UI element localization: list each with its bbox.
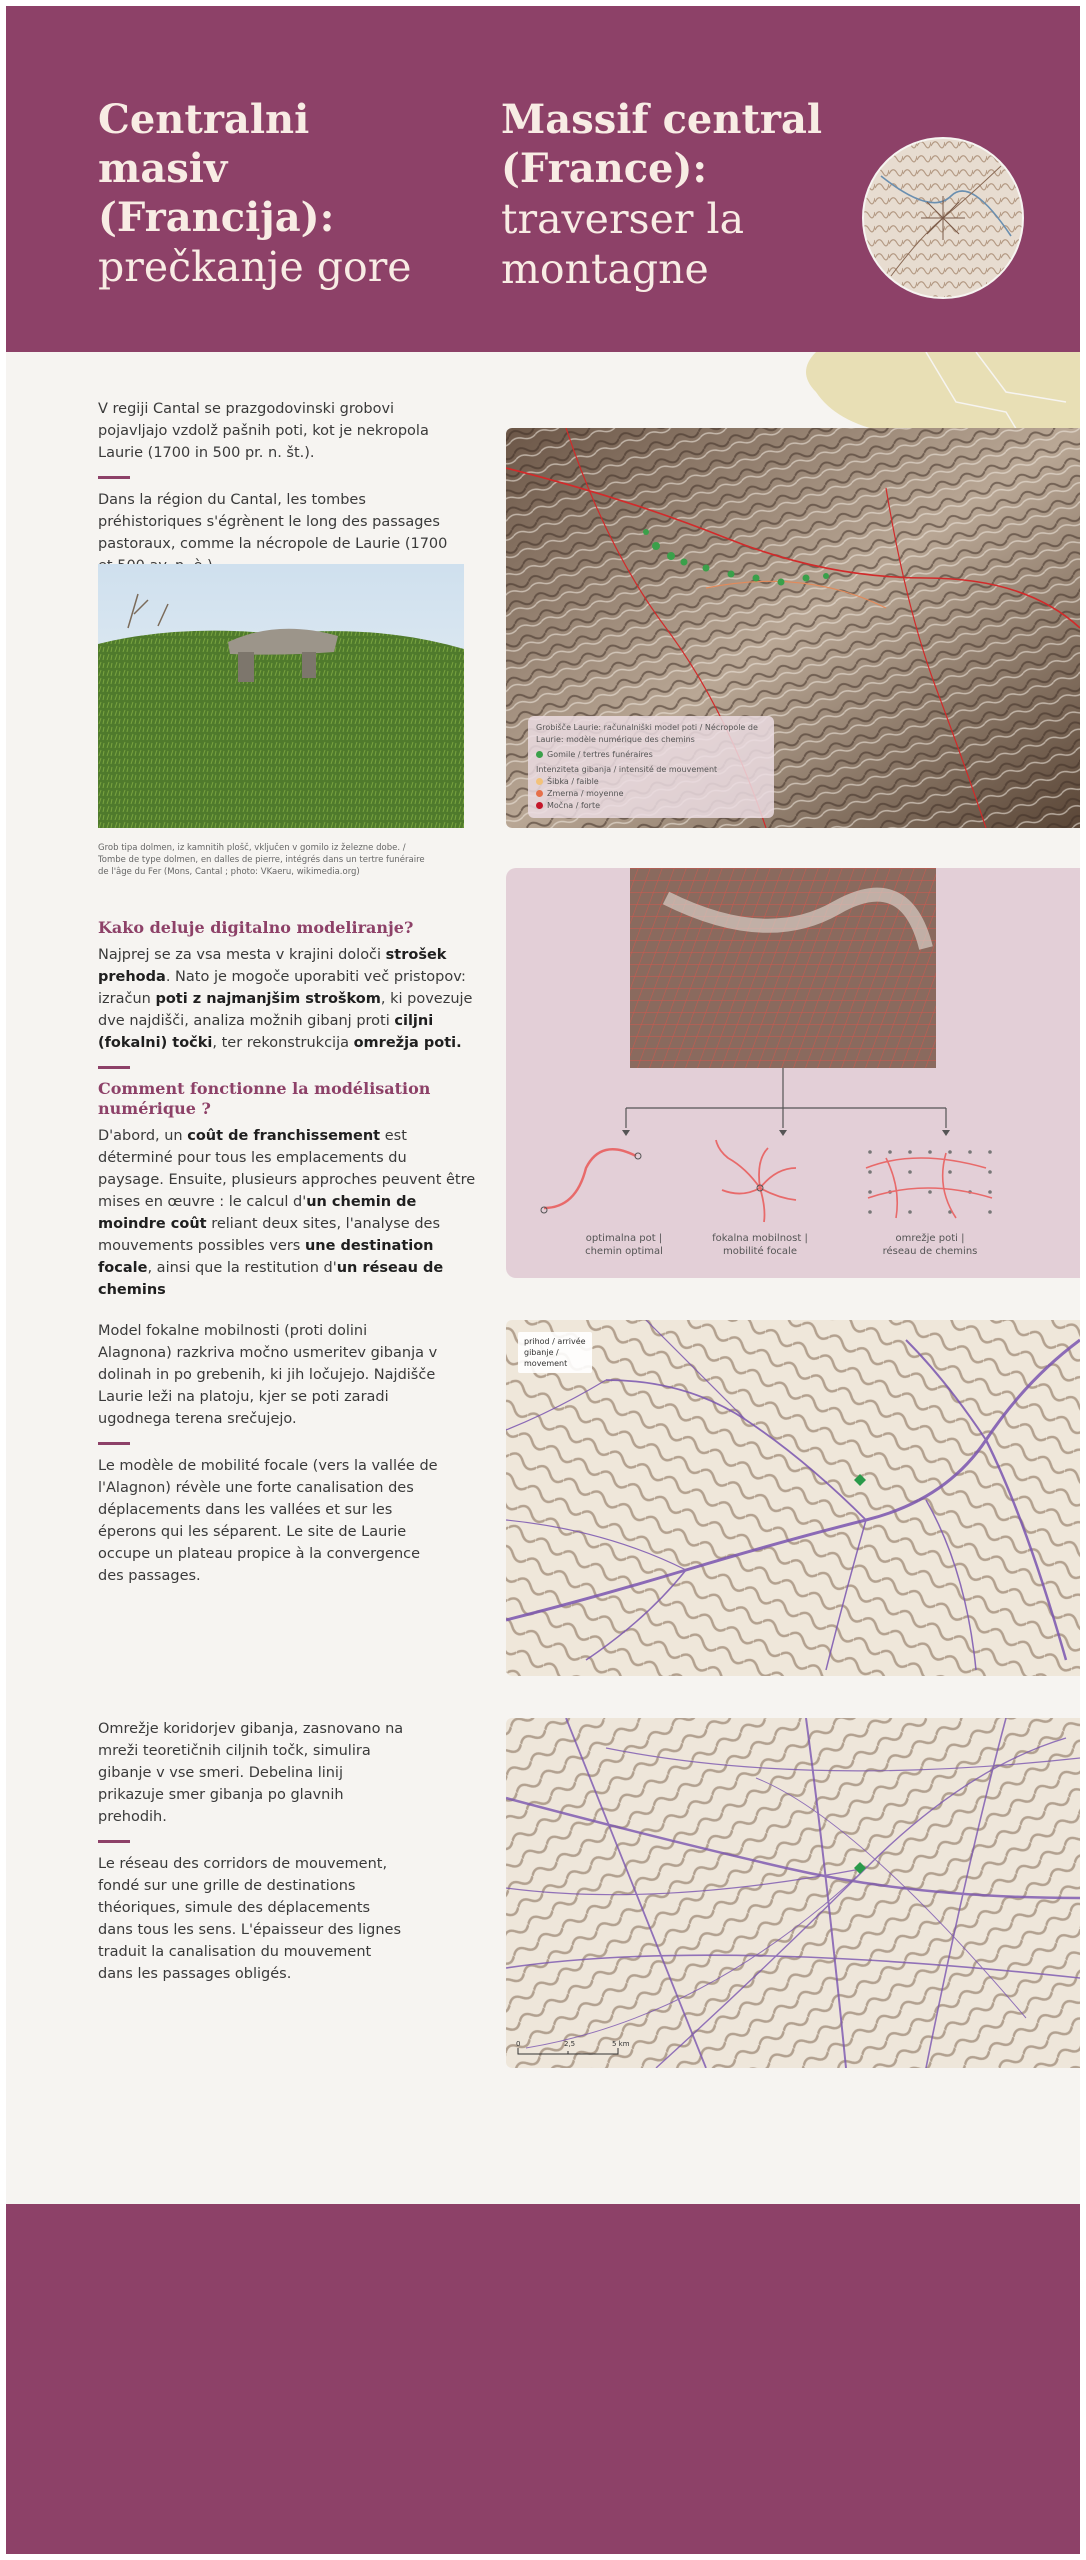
caption-fr-1: Tombe de type dolmen, en dalles de pierre, intégrés dans un tertre funéraire	[98, 855, 425, 865]
network-sl: Omrežje koridorjev gibanja, zasnovano na mreži teoretičnih ciljnih točk, simulira gibanje v vse smeri. Debelina linij prikazuje smer gibanja po glavnih prehodih.	[98, 1721, 404, 1825]
scale-end: 5 km	[612, 2040, 630, 2048]
map-legend	[528, 716, 774, 818]
legend-intensity-title: Intenziteta gibanja / intensité de mouvement	[536, 765, 718, 774]
focal-mobility-text	[98, 1320, 438, 1587]
modeling-diagram	[506, 868, 1080, 1278]
caption-sl: Grob tipa dolmen, iz kamnitih plošč, vključen v gomilo iz železne dobe. /	[98, 843, 406, 853]
label-focal-mobility: fokalna mobilnost | mobilité focale	[712, 1233, 808, 1257]
focal-mobility-map	[506, 1320, 1080, 1676]
network-text	[98, 1718, 408, 1985]
header-band	[6, 6, 1080, 352]
modeling-text-sl: Najprej se za vsa mesta v krajini določi strošek prehoda. Nato je mogoče uporabiti več pristopov: izračun poti z najmanjšim stroškom, ki povezuje dve najdišči, analiza možnih gibanj proti ciljni (fokalni) točki, ter rekonstrukcija omrežja poti.	[98, 947, 473, 1051]
network-fr: Le réseau des corridors de mouvement, fondé sur une grille de destinations théoriques, simule des déplacements dans tous les sens. L'épaisseur des lignes traduit la canalisation du mouvement dans les passages obligés.	[98, 1856, 402, 1982]
divider	[98, 1840, 130, 1843]
optimal-path-curve	[544, 1149, 636, 1208]
poster	[6, 6, 1080, 2554]
legend-title: Grobišče Laurie: računalniški model poti / Nécropole de Laurie: modèle numérique des chemins	[536, 723, 758, 744]
fr-title-regular: traverser la montagne	[501, 194, 745, 293]
legend-arrival: prihod / arrivée	[524, 1337, 586, 1346]
french-title	[501, 96, 861, 294]
scale-0: 0	[516, 2040, 521, 2048]
sl-title-regular: prečkanje gore	[98, 243, 412, 292]
modeling-heading-sl: Kako deluje digitalno modeliranje?	[98, 918, 414, 937]
intro-text	[98, 398, 458, 577]
legend-movement-en: movement	[524, 1359, 568, 1368]
dolmen-photo	[98, 564, 464, 828]
footer-band	[6, 2204, 1080, 2554]
label-path-network: omrežje poti | réseau de chemins	[882, 1233, 978, 1257]
legend-movement: gibanje /	[524, 1348, 559, 1357]
caption-fr-2: de l'âge du Fer (Mons, Cantal ; photo: VKaeru, wikimedia.org)	[98, 867, 360, 877]
sl-title-bold: Centralni masiv (Francija):	[98, 96, 335, 241]
divider	[98, 476, 130, 479]
circular-relief-map	[861, 136, 1025, 300]
focal-sl: Model fokalne mobilnosti (proti dolini Alagnona) razkriva močno usmeritev gibanja v dolinah in po grebenih, ki jih ločujejo. Najdišče Laurie leži na platoju, kjer se poti zaradi ugodnega terena srečujejo.	[98, 1323, 438, 1427]
focal-legend	[518, 1332, 592, 1373]
legend-medium: Zmerna / moyenne	[536, 788, 766, 800]
focal-mobility-tree	[716, 1140, 796, 1222]
divider	[98, 1066, 130, 1069]
legend-weak: Šibka / faible	[536, 776, 766, 788]
label-optimal-path: optimalna pot | chemin optimal	[585, 1233, 663, 1257]
focal-fr: Le modèle de mobilité focale (vers la vallée de l'Alagnon) révèle une forte canalisation des déplacements dans les vallées et sur les éperons qui les séparent. Le site de Laurie occupe un plateau propice à la convergence des passages.	[98, 1458, 438, 1584]
divider	[98, 1442, 130, 1445]
legend-strong: Močna / forte	[536, 800, 766, 812]
photo-caption	[98, 842, 468, 878]
modeling-heading-fr: Comment fonctionne la modélisation numérique ?	[98, 1079, 431, 1118]
legend-tombs: Gomile / tertres funéraires	[536, 749, 766, 761]
intro-fr: Dans la région du Cantal, les tombes préhistoriques s'égrènent le long des passages pastoraux, comme la nécropole de Laurie (1700	[98, 492, 448, 552]
scale-mid: 2,5	[564, 2040, 576, 2048]
slovenian-title	[98, 96, 478, 292]
modeling-section	[98, 918, 476, 1301]
corridor-network-map	[506, 1718, 1080, 2068]
modeling-text-fr: D'abord, un coût de franchissement est déterminé pour tous les emplacements du paysage. Ensuite, plusieurs approches peuvent être mises en œuvre : le calcul d'un chemin de moindre coût reliant deux sites, l'analyse des mouvements possibles vers une destination focale, ainsi que la restitution d'un réseau de chemins	[98, 1128, 476, 1298]
fr-title-bold: Massif central (France):	[501, 96, 823, 192]
intro-sl: V regiji Cantal se prazgodovinski grobovi pojavljajo vzdolž pašnih poti, kot je nekropola Laurie (1700 in 500 pr. n. št.).	[98, 401, 429, 461]
